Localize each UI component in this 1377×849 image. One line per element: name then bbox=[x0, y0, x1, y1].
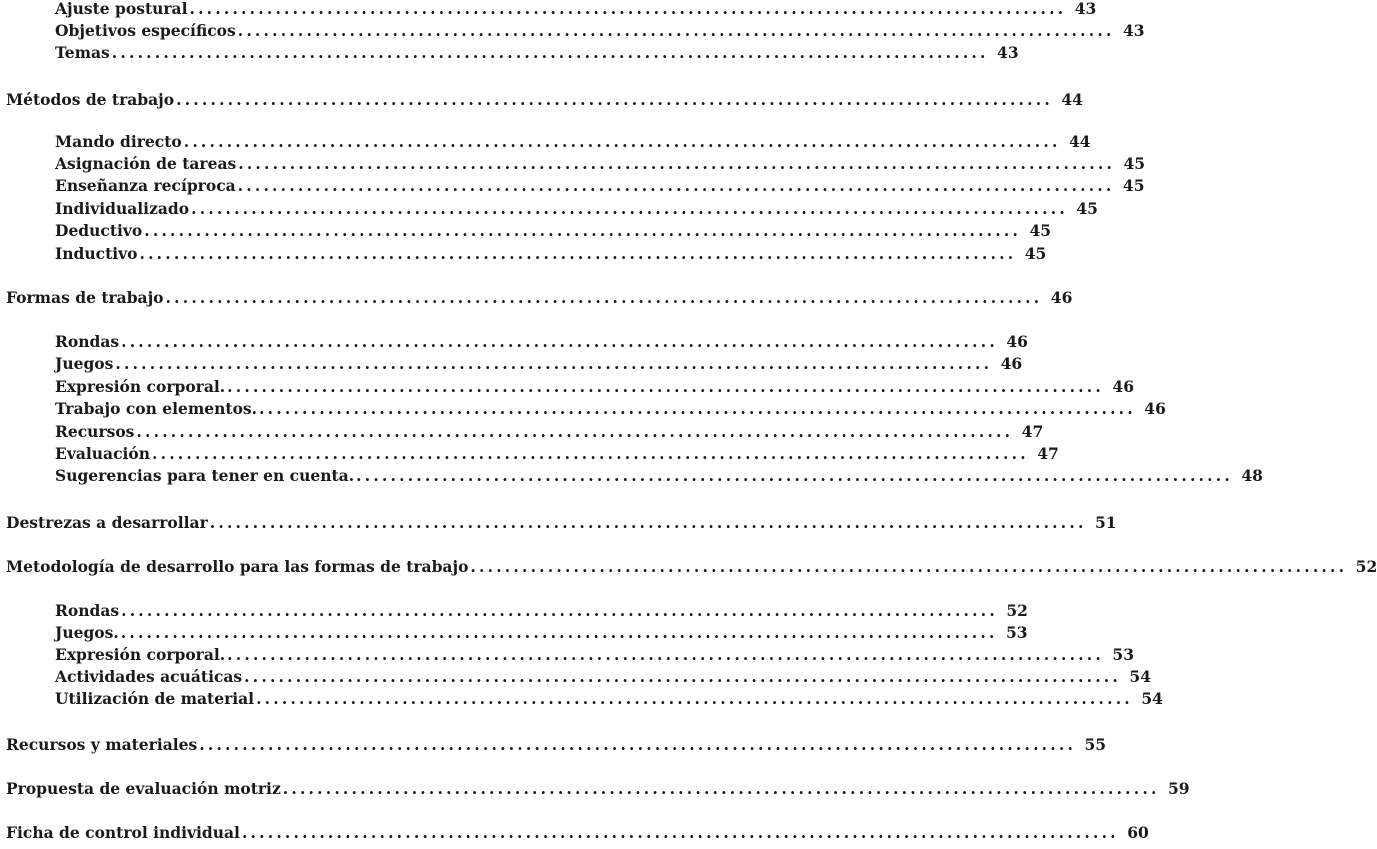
toc-section-page: 55 bbox=[1084, 735, 1107, 754]
dot-leader: ...................................................................................................... bbox=[237, 21, 1115, 40]
dot-leader: ...................................................................................................... bbox=[183, 132, 1061, 151]
toc-section bbox=[0, 734, 1107, 756]
dot-leader: ...................................................................................................... bbox=[282, 779, 1160, 798]
dot-leader: ...................................................................................................... bbox=[470, 557, 1348, 576]
dot-leader: ...................................................................................................... bbox=[121, 601, 998, 620]
toc-entry-label: Rondas bbox=[55, 332, 120, 351]
toc-entry-label: Asignación de tareas bbox=[55, 154, 237, 173]
toc-entry-page: 53 bbox=[1006, 623, 1028, 642]
toc-entry-page: 43 bbox=[1074, 0, 1097, 18]
toc-section bbox=[0, 822, 1149, 844]
toc-section-label: Métodos de trabajo bbox=[6, 90, 175, 109]
toc-entry bbox=[0, 353, 1023, 375]
dot-leader: ...................................................................................................... bbox=[111, 43, 989, 62]
toc-entry-label: Ajuste postural bbox=[55, 0, 188, 18]
toc-entry-label: Expresión corporal. bbox=[55, 645, 226, 664]
toc-entry bbox=[0, 644, 1134, 666]
toc-section-label: Metodología de desarrollo para las formas de trabajo bbox=[6, 557, 469, 576]
toc-entry-page: 47 bbox=[1021, 422, 1044, 441]
toc-entry-label: Evaluación bbox=[55, 444, 150, 463]
dot-leader: ...................................................................................................... bbox=[176, 90, 1053, 109]
dot-leader: ...................................................................................................... bbox=[259, 399, 1136, 418]
dot-leader: ...................................................................................................... bbox=[144, 221, 1022, 240]
toc-entry-label: Juegos. bbox=[55, 623, 119, 642]
toc-entry bbox=[0, 198, 1098, 220]
toc-entry-label: Inductivo bbox=[55, 244, 138, 263]
toc-entry-label: Trabajo con elementos. bbox=[55, 399, 258, 418]
toc-entry bbox=[0, 398, 1166, 420]
toc-entry-label: Deductivo bbox=[55, 221, 143, 240]
toc-entry bbox=[0, 0, 1097, 20]
toc-section bbox=[0, 778, 1190, 800]
toc-entry-page: 43 bbox=[1122, 21, 1145, 40]
toc-entry bbox=[0, 243, 1047, 265]
toc-entry-page: 45 bbox=[1024, 244, 1047, 263]
toc-entry-label: Utilización de material bbox=[55, 689, 255, 708]
dot-leader: ...................................................................................................... bbox=[115, 354, 993, 373]
toc-entry-page: 53 bbox=[1112, 645, 1134, 664]
dot-leader: ...................................................................................................... bbox=[121, 332, 998, 351]
toc-section-label: Ficha de control individual bbox=[6, 823, 240, 842]
dot-leader: ...................................................................................................... bbox=[199, 735, 1077, 754]
toc-entry-label: Recursos bbox=[55, 422, 135, 441]
dot-leader: ...................................................................................................... bbox=[227, 377, 1104, 396]
dot-leader: ...................................................................................................... bbox=[139, 244, 1017, 263]
toc-entry-page: 47 bbox=[1037, 444, 1059, 463]
dot-leader: ...................................................................................................... bbox=[120, 623, 998, 642]
toc-entry bbox=[0, 331, 1028, 353]
toc-entry-label: Temas bbox=[55, 43, 110, 62]
toc-section-page: 44 bbox=[1061, 90, 1083, 109]
dot-leader: ...................................................................................................... bbox=[227, 645, 1104, 664]
toc-entry-page: 52 bbox=[1006, 601, 1028, 620]
toc-entry-label: Rondas bbox=[55, 601, 120, 620]
toc-entry-label: Objetivos específicos bbox=[55, 21, 236, 40]
dot-leader: ...................................................................................................... bbox=[209, 513, 1087, 532]
toc-entry-page: 45 bbox=[1122, 176, 1145, 195]
toc-entry-page: 46 bbox=[1144, 399, 1166, 418]
toc-section bbox=[0, 512, 1117, 534]
toc-entry-label: Juegos bbox=[55, 354, 114, 373]
dot-leader: ...................................................................................................... bbox=[238, 154, 1116, 173]
toc-entry-page: 43 bbox=[997, 43, 1019, 62]
toc-section-page: 52 bbox=[1355, 557, 1377, 576]
toc-entry bbox=[0, 20, 1145, 42]
toc-entry-label: Individualizado bbox=[55, 199, 190, 218]
toc-entry bbox=[0, 465, 1263, 487]
toc-entry-page: 45 bbox=[1076, 199, 1098, 218]
toc-entry bbox=[0, 600, 1028, 622]
toc-section-label: Propuesta de evaluación motriz bbox=[6, 779, 281, 798]
toc-section-page: 46 bbox=[1050, 288, 1073, 307]
toc-section-label: Formas de trabajo bbox=[6, 288, 164, 307]
toc-entry-label: Expresión corporal. bbox=[55, 377, 226, 396]
dot-leader: ...................................................................................................... bbox=[165, 288, 1043, 307]
toc-entry bbox=[0, 42, 1019, 64]
toc-section-label: Recursos y materiales bbox=[6, 735, 198, 754]
toc-entry-page: 46 bbox=[1112, 377, 1134, 396]
toc-entry bbox=[0, 175, 1145, 197]
toc-entry bbox=[0, 131, 1091, 153]
dot-leader: ...................................................................................................... bbox=[136, 422, 1014, 441]
dot-leader: ...................................................................................................... bbox=[256, 689, 1133, 708]
toc-entry-label: Actividades acuáticas bbox=[55, 667, 243, 686]
dot-leader: ...................................................................................................... bbox=[241, 823, 1119, 842]
dot-leader: ...................................................................................................... bbox=[244, 667, 1121, 686]
toc-entry bbox=[0, 622, 1028, 644]
toc-entry-page: 46 bbox=[1006, 332, 1028, 351]
toc-section-page: 59 bbox=[1168, 779, 1190, 798]
toc-section-page: 60 bbox=[1127, 823, 1149, 842]
toc-entry-label: Sugerencias para tener en cuenta. bbox=[55, 466, 355, 485]
toc-entry-page: 46 bbox=[1000, 354, 1023, 373]
dot-leader: ...................................................................................................... bbox=[356, 466, 1233, 485]
toc-entry-page: 54 bbox=[1129, 667, 1151, 686]
dot-leader: ...................................................................................................... bbox=[237, 176, 1115, 195]
toc-entry-label: Mando directo bbox=[55, 132, 182, 151]
toc-entry-page: 45 bbox=[1029, 221, 1052, 240]
toc-entry bbox=[0, 220, 1052, 242]
toc-entry-page: 54 bbox=[1141, 689, 1163, 708]
toc-entry bbox=[0, 421, 1044, 443]
dot-leader: ...................................................................................................... bbox=[152, 444, 1029, 463]
dot-leader: ...................................................................................................... bbox=[189, 0, 1067, 18]
toc-entry bbox=[0, 153, 1146, 175]
toc-entry-page: 45 bbox=[1123, 154, 1146, 173]
toc-section-label: Destrezas a desarrollar bbox=[6, 513, 208, 532]
toc-entry-page: 44 bbox=[1068, 132, 1091, 151]
toc-entry bbox=[0, 376, 1134, 398]
toc-section bbox=[0, 287, 1073, 309]
toc-entry bbox=[0, 666, 1151, 688]
toc-entry bbox=[0, 688, 1163, 710]
toc-section-page: 51 bbox=[1095, 513, 1117, 532]
dot-leader: ...................................................................................................... bbox=[191, 199, 1068, 218]
toc-section bbox=[0, 556, 1377, 578]
toc-entry-label: Enseñanza recíproca bbox=[55, 176, 236, 195]
toc-entry bbox=[0, 443, 1059, 465]
toc-entry-page: 48 bbox=[1241, 466, 1263, 485]
toc-section bbox=[0, 89, 1083, 111]
